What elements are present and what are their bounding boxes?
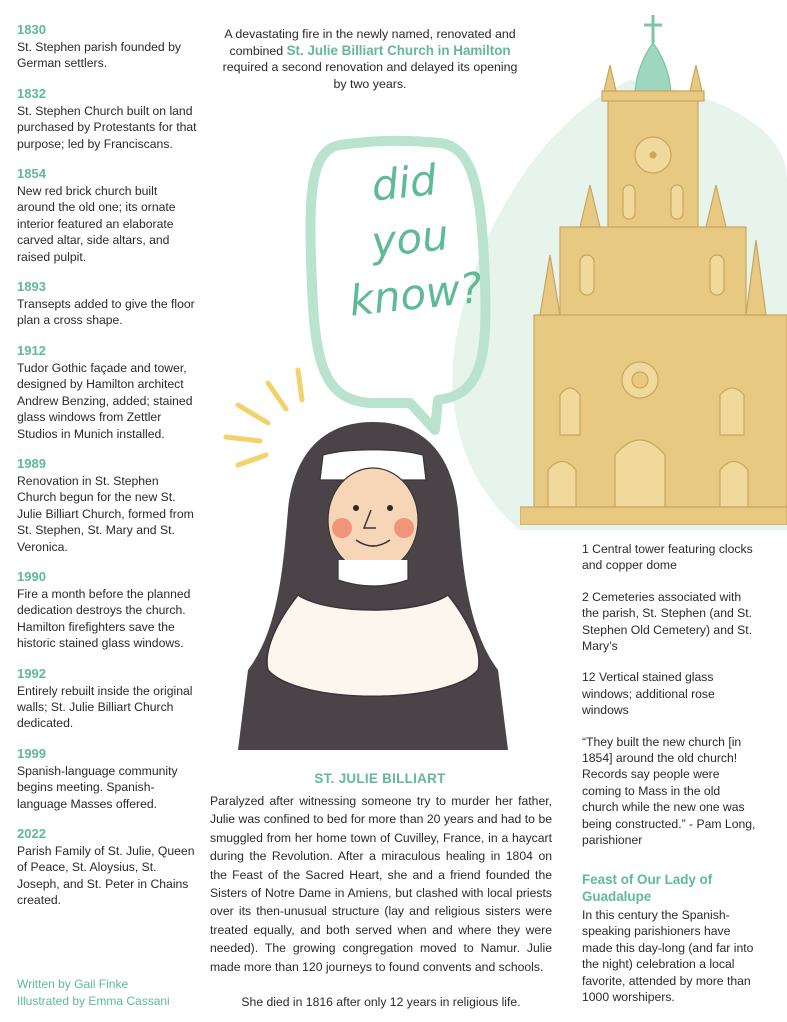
bio-title: ST. JULIE BILLIART (314, 771, 446, 786)
timeline-entry (17, 86, 197, 152)
church-illustration (520, 15, 787, 525)
credits (17, 976, 170, 1010)
timeline-year: 1830 (17, 22, 46, 37)
timeline-year: 1912 (17, 342, 46, 358)
fact-item: 12 Vertical stained glass windows; additional rose windows (582, 670, 715, 718)
timeline-year: 2022 (17, 826, 46, 841)
timeline-text: St. Stephen Church built on land purchased by Protestants for that purpose; led by Franciscans. (17, 103, 197, 151)
timeline-entry (17, 666, 197, 732)
intro-before: A devastating fire in the newly named, renovated and combined (224, 27, 516, 58)
illustrator-credit: Illustrated by Emma Cassani (17, 994, 170, 1008)
timeline-entry (17, 343, 197, 442)
timeline-year: 1893 (17, 279, 46, 295)
timeline-year: 1989 (17, 455, 46, 471)
timeline-entry (17, 456, 197, 555)
timeline-text: New red brick church built around the old one; its ornate interior featured an elaborate carved altar, side altars, and raised pulpit. (17, 184, 176, 264)
timeline-text: Entirely rebuilt inside the original walls; St. Julie Billiart Church dedicated. (17, 683, 193, 731)
timeline-year: 1832 (17, 85, 46, 101)
fact-item: 2 Cemeteries associated with the parish, St. Stephen (and St. Stephen Old Cemetery) and St. Mary’s (582, 589, 753, 654)
feast-title: Feast of Our Lady of Guadalupe (582, 872, 713, 904)
did-you-know-text (332, 148, 489, 330)
timeline-text: Transepts added to give the floor plan a cross shape. (17, 297, 195, 328)
bubble-line-1: did (369, 155, 439, 211)
timeline (17, 22, 197, 923)
bubble-line-2: you (369, 210, 451, 267)
timeline-entry (17, 569, 197, 652)
timeline-year: 1990 (17, 568, 46, 584)
timeline-entry (17, 279, 197, 329)
writer-credit: Written by Gail Finke (17, 977, 129, 991)
timeline-text: Spanish-language community begins meeting. Spanish-language Masses offered. (17, 763, 178, 811)
timeline-year: 1854 (17, 166, 46, 182)
timeline-text: Fire a month before the planned dedication destroys the church. Hamilton firefighters save the historic stained glass windows. (17, 586, 191, 651)
parishioner-quote: “They built the new church [in 1854] around the old church! Records say people were coming to Mass in the old church while the new one was being constructed.” - Pam Long, parishioner (582, 734, 756, 848)
intro-highlight: St. Julie Billiart Church in Hamilton (286, 42, 511, 58)
timeline-entry (17, 746, 197, 812)
timeline-text: Parish Family of St. Julie, Queen of Peace, St. Aloysius, St. Joseph, and St. Peter in Chains created. (17, 844, 195, 908)
church-facts (582, 541, 757, 864)
timeline-year: 1992 (17, 665, 46, 681)
fact-item: 1 Central tower featuring clocks and copper dome (582, 542, 753, 573)
timeline-entry (17, 22, 197, 72)
feast-text: In this century the Spanish-speaking parishioners have made this day-long (and far into the night) celebration a local favorite, attended by more than 1000 worshipers. (582, 908, 754, 1005)
intro-after: required a second renovation and delayed its opening by two years. (222, 60, 518, 91)
timeline-text: Renovation in St. Stephen Church begun for the new St. Julie Billiart Church, formed from St. Stephen, St. Mary and St. Veronica. (17, 473, 194, 554)
bio-ending: She died in 1816 after only 12 years in religious life. (241, 995, 521, 1009)
timeline-text: St. Stephen parish founded by German settlers. (17, 40, 181, 71)
timeline-text: Tudor Gothic façade and tower, designed by Hamilton architect Andrew Benzing, added; stained glass windows from Zettler Studios in Munich installed. (17, 360, 193, 441)
st-julie-billiart-illustration (238, 420, 508, 750)
bio-text: Paralyzed after witnessing someone try to murder her father, Julie was confined to bed for more than 20 years and had to be smuggled from her home town of Cuvilley, France, in a haycart during the Revolution. After a miraculous healing in 1804 on the Feast of the Sacred Heart, she and a friend founded the Sisters of Notre Dame in Amiens, but clashed with local priests over its then-unusual structure (lay and religious sisters were treated equally, and both served when and where they were needed). The growing congregation moved to Namur. Julie made more than 120 journeys to found convents and schools. (210, 794, 552, 974)
timeline-year: 1999 (17, 745, 46, 761)
bubble-line-3: know? (346, 262, 485, 326)
timeline-entry (17, 826, 197, 909)
timeline-entry (17, 166, 197, 265)
